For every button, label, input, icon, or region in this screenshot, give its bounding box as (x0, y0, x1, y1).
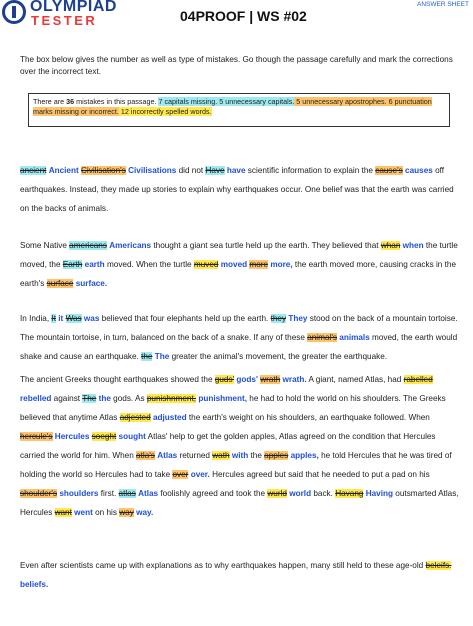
mistake: ancient (20, 166, 47, 175)
text: foolishly agreed and took the (158, 489, 268, 498)
correction: gods' (236, 375, 258, 384)
correction: more, (270, 260, 293, 269)
mistake: americans (69, 241, 107, 250)
correction: moved (220, 260, 248, 269)
correction: with (231, 451, 249, 460)
text: moved. When the turtle (104, 260, 194, 269)
text: A giant, named Atlas, had (306, 375, 404, 384)
correction: Atlas (157, 451, 178, 460)
mistake: soeght (91, 432, 117, 441)
correction: over. (190, 470, 210, 479)
answer-sheet-label: ANSWER SHEET (416, 1, 469, 8)
category-capitals-missing: 7 capitals missing. (158, 97, 218, 106)
mistake: beleifs. (425, 561, 452, 570)
correction: Atlas (138, 489, 159, 498)
correction: Americans (109, 241, 152, 250)
text: returned (177, 451, 213, 460)
mistake: Havang (335, 489, 364, 498)
text: Hercules agreed but said that he needed to put a pad on his (209, 470, 430, 479)
mistake: The (82, 394, 97, 403)
correction: causes (405, 166, 433, 175)
mistake: they (270, 314, 287, 323)
logo-mark-icon (2, 0, 26, 24)
mistakes-summary-box (28, 93, 450, 127)
text: off earthquakes. Instead, they made up stories to explain why earthquakes occur. One belief was that the earth was carried on the backs of animals. (20, 166, 454, 213)
correction: The (154, 352, 170, 361)
category-unnecessary-capitals: 5 unnecessary capitals. (217, 97, 295, 106)
logo-text-top: OLYMPIAD (30, 0, 117, 15)
mistake: way (119, 508, 134, 517)
mistake: wrath (260, 375, 281, 384)
text: thought a giant sea turtle held up the earth. They believed that (151, 241, 381, 250)
correction: Having (365, 489, 394, 498)
text: the earth's weight on his shoulders, an earthquake followed. When (186, 413, 430, 422)
correction: apples, (290, 451, 319, 460)
text: greater the animal's movement, the greater the earthquake. (169, 352, 388, 361)
mistake: atlas (118, 489, 136, 498)
logo-text-bottom: TESTER (31, 13, 98, 28)
correction: way. (136, 508, 154, 517)
mistake: It (51, 314, 56, 323)
mistake: whan (380, 241, 401, 250)
correction: world (289, 489, 312, 498)
text: moved, the earth would shake and cause an earthquake. (20, 333, 458, 361)
category-punctuation: 6 punctuation marks missing or incorrect. (33, 97, 432, 116)
instructions: The box below gives the number as well as type of mistakes. Go though the passage carefully and mark the corrections over the incorrect text. (20, 55, 453, 76)
mistake: Civilisation's (81, 166, 126, 175)
category-unnecessary-apostrophes: 5 unnecessary apostrophes. (294, 97, 387, 106)
mistake: surface (46, 279, 74, 288)
correction: when (402, 241, 424, 250)
text: believed that four elephants held up the earth. (99, 314, 271, 323)
olympiad-tester-logo[interactable] (2, 0, 117, 32)
paragraph-2 (20, 236, 460, 293)
correction: They (288, 314, 308, 323)
correction: adjusted (152, 413, 187, 422)
correction: rebelled (20, 394, 52, 403)
mistake: hercule's (20, 432, 53, 441)
text: he had to hold the world on his shoulders. The Greeks believed that anytime Atlas (20, 394, 446, 422)
paragraph-5 (20, 556, 460, 594)
mistake: Was (65, 314, 82, 323)
text: Even after scientists came up with explanations as to why earthquakes happen, many still held to these age-old (20, 561, 426, 570)
mistake: wath (212, 451, 230, 460)
correction: Ancient (48, 166, 79, 175)
header (0, 0, 473, 40)
correction: was (83, 314, 100, 323)
correction: shoulders (59, 489, 99, 498)
mistake: over (172, 470, 189, 479)
text: gods. As (110, 394, 147, 403)
summary-middle: mistakes in this passage. (74, 97, 159, 106)
mistake: apples (264, 451, 289, 460)
text: In India, (20, 314, 52, 323)
text: he told Hercules that he was tired of holding the world so Hercules had to take (20, 451, 452, 479)
mistake: the (141, 352, 153, 361)
correction: earth (84, 260, 105, 269)
mistake: Earth (62, 260, 83, 269)
mistake: rabelled (403, 375, 433, 384)
mistake: shoulder's (20, 489, 58, 498)
mistake: wurld (267, 489, 287, 498)
mistake: punishnment, (146, 394, 197, 403)
summary-prefix: There are (33, 97, 67, 106)
text: stood on the back of a mountain tortoise. The mountain tortoise, in turn, balanced on the back of a snake. If any of these (20, 314, 458, 342)
correction: it (58, 314, 64, 323)
text: The ancient Greeks thought earthquakes showed the (20, 375, 215, 384)
text: against (51, 394, 83, 403)
correction: have (226, 166, 246, 175)
text: scientific information to explain the (245, 166, 376, 175)
mistake: want (54, 508, 72, 517)
mistake: cause's (375, 166, 403, 175)
text: on his (92, 508, 120, 517)
correction: animals (339, 333, 370, 342)
text: the earth moved more, causing cracks in the earth's (20, 260, 457, 288)
correction: wrath. (282, 375, 307, 384)
mistake: adjested (119, 413, 151, 422)
text: back. (311, 489, 336, 498)
correction: Hercules (54, 432, 90, 441)
mistake: atla's (136, 451, 155, 460)
mistake: animal's (307, 333, 337, 342)
correction: went (74, 508, 93, 517)
text: Atlas' help to get the golden apples, Atlas agreed on the condition that Hercules carried the world for him. When (20, 432, 436, 460)
category-spelling: 12 incorrectly spelled words. (118, 107, 212, 116)
correction: punishment, (198, 394, 247, 403)
mistake: more (249, 260, 269, 269)
correction: surface. (75, 279, 108, 288)
paragraph-3 (20, 309, 460, 366)
text: Some Native (20, 241, 70, 250)
correction: the (98, 394, 111, 403)
correction: sought (118, 432, 146, 441)
mistake: guds' (214, 375, 235, 384)
mistake: muved (193, 260, 219, 269)
worksheet-title: 04PROOF | WS #02 (180, 8, 307, 24)
paragraph-4 (20, 370, 460, 522)
paragraph-1 (20, 161, 460, 218)
text: the turtle moved, the (20, 241, 458, 269)
text: outsmarted Atlas, Hercules (20, 489, 459, 517)
text: the (248, 451, 265, 460)
text: did not (176, 166, 206, 175)
mistake: Have (205, 166, 225, 175)
text: first. (98, 489, 119, 498)
correction: beliefs. (20, 580, 49, 589)
mistake-count: 36 (66, 97, 75, 106)
correction: Civilisations (128, 166, 177, 175)
